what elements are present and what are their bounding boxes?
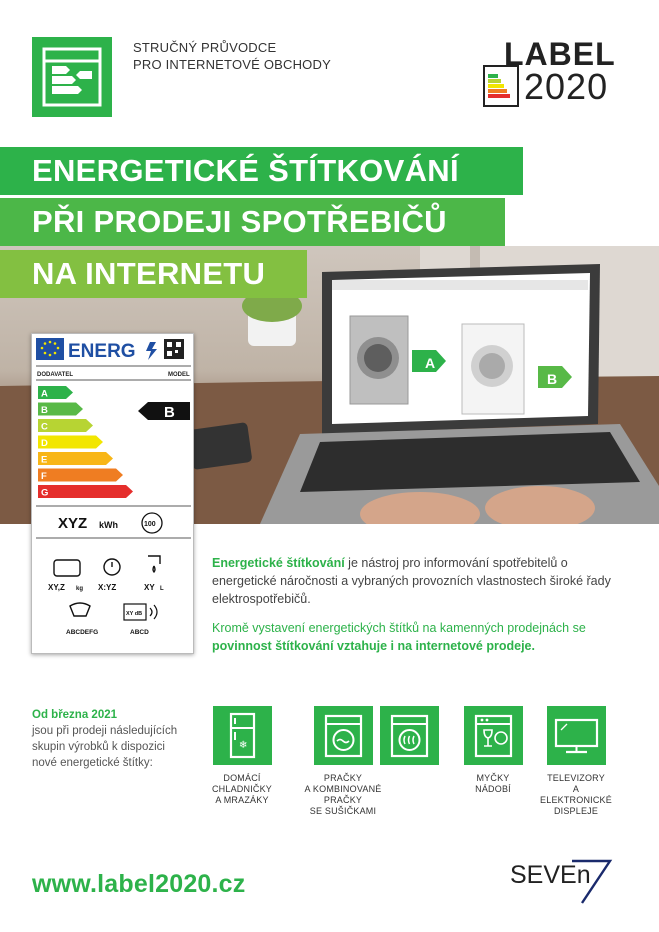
energy-class-letter-g: G bbox=[41, 487, 49, 499]
water-tap-icon bbox=[148, 556, 160, 572]
seven-logo-mark bbox=[568, 855, 614, 905]
consumption-unit: kWh bbox=[99, 520, 118, 530]
category-washer-dryers bbox=[375, 706, 443, 773]
consumption-value: XYZ bbox=[58, 515, 88, 532]
description-p2-bold: povinnost štítkování vztahuje i na internetové prodeje. bbox=[212, 639, 535, 653]
description-paragraph-2 bbox=[212, 619, 632, 655]
availability-note bbox=[32, 707, 192, 771]
seven-logo bbox=[510, 855, 620, 905]
cycles-value: 100 bbox=[144, 521, 156, 528]
guide-line-1: STRUČNÝ PRŮVODCE bbox=[133, 40, 277, 55]
spin-class: ABCDEFG bbox=[66, 629, 99, 636]
rating-letter: B bbox=[164, 404, 175, 421]
headline-line-1: ENERGETICKÉ ŠTÍTKOVÁNÍ bbox=[0, 147, 523, 195]
energy-class-letter-a: A bbox=[41, 388, 48, 400]
category-label-washers: PRAČKY A KOMBINOVANÉ PRAČKY SE SUŠIČKAMI bbox=[304, 773, 382, 816]
fridge-icon bbox=[217, 710, 268, 761]
category-label-tvs: TELEVIZORY A ELEKTRONICKÉ DISPLEJE bbox=[540, 773, 612, 816]
energy-class-letter-d: D bbox=[41, 438, 48, 449]
model-label: MODEL bbox=[168, 372, 190, 378]
duration-value: X:YZ bbox=[98, 583, 117, 592]
description bbox=[212, 554, 632, 666]
guide-title bbox=[133, 39, 331, 73]
capacity-unit: kg bbox=[76, 586, 84, 592]
availability-date: Od března 2021 bbox=[32, 709, 118, 721]
laundry-basket-icon bbox=[54, 560, 80, 576]
water-value: XY bbox=[144, 583, 155, 592]
dishwasher-icon bbox=[468, 710, 519, 761]
laptop-dryer-class: B bbox=[547, 371, 558, 387]
energy-class-letter-b: B bbox=[41, 405, 48, 416]
rating-arrow bbox=[138, 402, 190, 421]
energy-label-title: ENERG bbox=[68, 341, 136, 362]
energy-label-logo-icon bbox=[32, 37, 112, 117]
energy-class-bars bbox=[38, 386, 133, 499]
energy-class-letter-f: F bbox=[41, 471, 47, 482]
guide-line-2: PRO INTERNETOVÉ OBCHODY bbox=[133, 57, 331, 72]
energy-class-bar-e bbox=[38, 452, 113, 465]
headline-line-2: PŘI PRODEJI SPOTŘEBIČŮ bbox=[0, 198, 505, 246]
svg-text:❄: ❄ bbox=[238, 740, 247, 751]
category-label-fridges: DOMÁCÍ CHLADNIČKY A MRAZÁKY bbox=[211, 773, 272, 805]
seven-brand: SEVEn bbox=[510, 861, 591, 889]
washing-machine-icon bbox=[318, 710, 369, 761]
label-year: 2020 bbox=[524, 66, 609, 107]
spin-dry-icon bbox=[70, 603, 90, 616]
speaker-waves-icon bbox=[150, 605, 157, 619]
description-paragraph-1 bbox=[212, 554, 632, 608]
noise-class: ABCD bbox=[130, 629, 149, 636]
label-word: LABEL bbox=[504, 36, 616, 72]
description-term: Energetické štítkování bbox=[212, 556, 345, 570]
website-link[interactable]: www.label2020.cz bbox=[32, 870, 246, 898]
tv-icon bbox=[551, 710, 602, 761]
category-dishwashers bbox=[459, 706, 527, 795]
capacity-value: XY,Z bbox=[48, 583, 65, 592]
energy-label-card bbox=[31, 333, 194, 654]
lightning-icon bbox=[146, 342, 157, 360]
energy-class-bar-f bbox=[38, 469, 123, 482]
energy-class-bar-g bbox=[38, 485, 133, 498]
label2020-logo bbox=[482, 36, 622, 106]
headline-line-3: NA INTERNETU bbox=[0, 250, 307, 298]
availability-text: jsou při prodeji následujících skupin výrobků k dispozici nové energetické štítky: bbox=[32, 725, 178, 769]
washer-dryer-icon bbox=[384, 710, 435, 761]
water-unit: L bbox=[160, 586, 164, 592]
energy-class-letter-e: E bbox=[41, 454, 48, 466]
noise-value: XY dB bbox=[126, 611, 143, 617]
description-p2-start: Kromě vystavení energetických štítků na kamenných prodejnách se bbox=[212, 621, 586, 635]
description-p1-rest: je nástroj pro informování spotřebitelů o energetické náročnosti a vybraných provozních vlastnostech široké řady elektrospotřebičů. bbox=[212, 556, 611, 606]
energy-class-letter-c: C bbox=[41, 421, 48, 433]
laptop-washer-class: A bbox=[425, 355, 436, 371]
category-label-dishwashers: MYČKY NÁDOBÍ bbox=[475, 773, 511, 794]
category-tvs bbox=[536, 706, 616, 817]
category-fridges bbox=[203, 706, 281, 806]
supplier-label: DODAVATEL bbox=[37, 372, 73, 378]
